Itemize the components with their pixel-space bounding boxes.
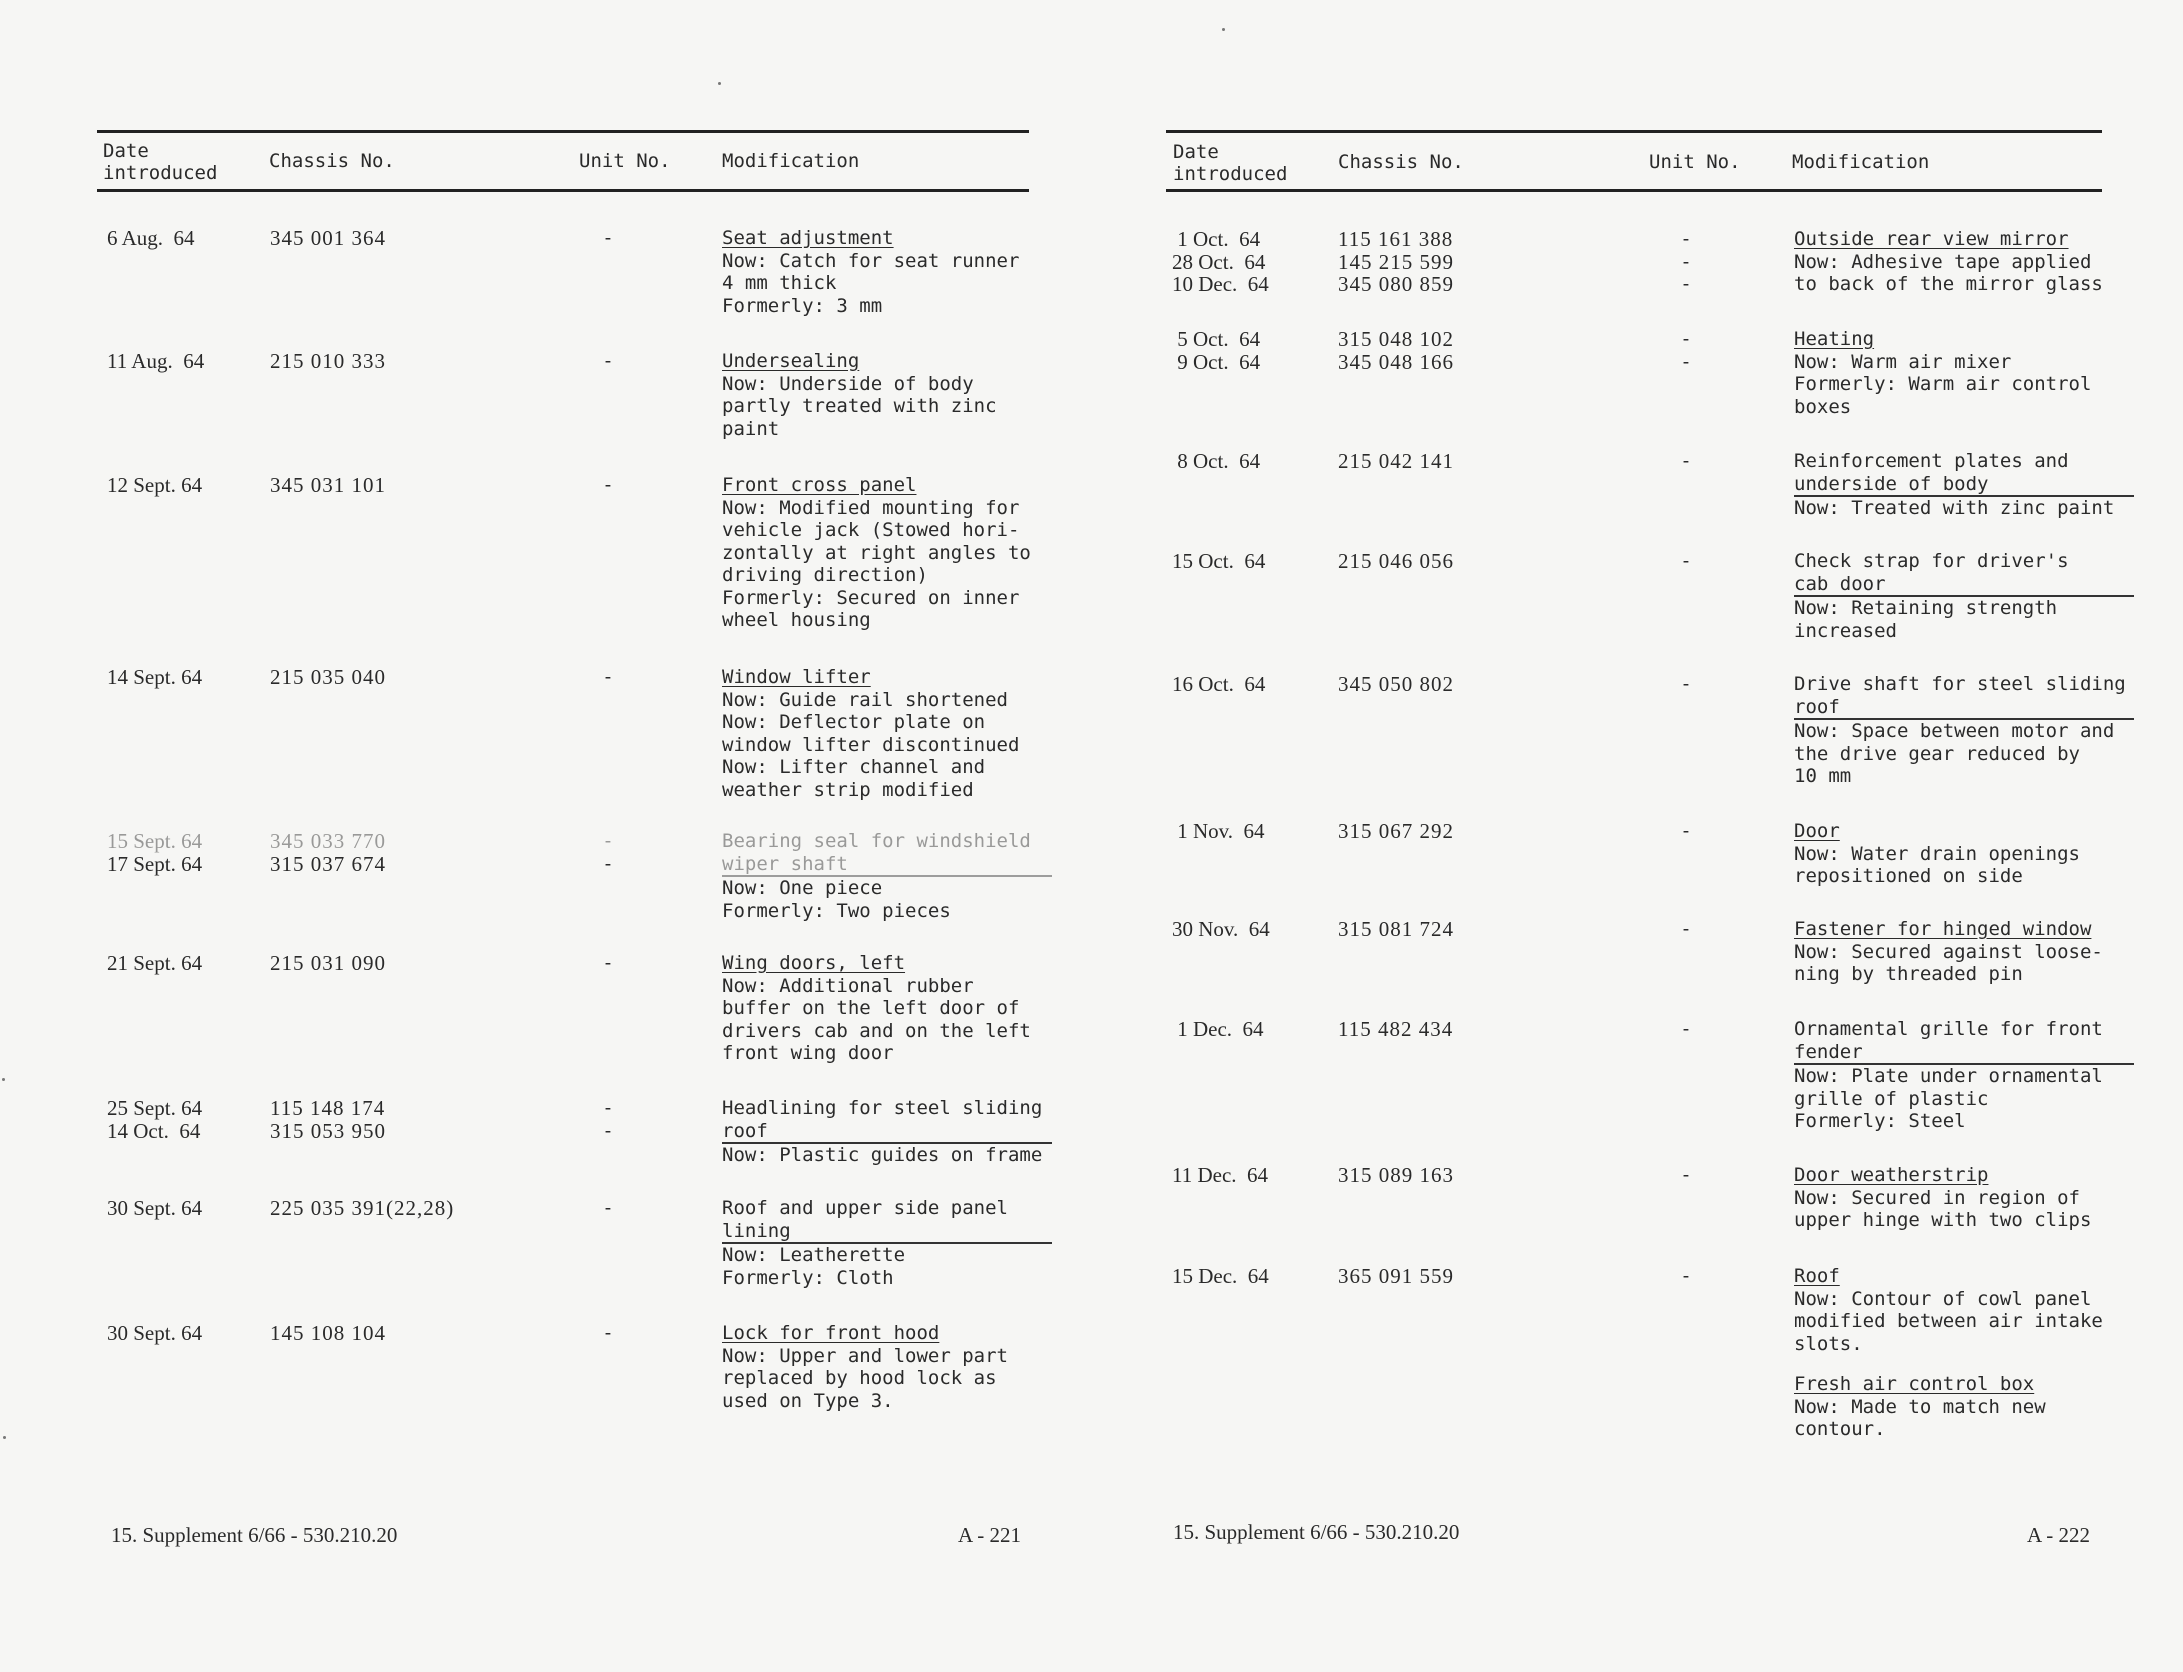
chassis-cell xyxy=(1338,918,1454,941)
page-number: A - 222 xyxy=(2027,1523,2090,1547)
date-cell xyxy=(1172,1018,1264,1041)
modification-detail: Now: One piece xyxy=(722,877,883,899)
modification-detail: Formerly: 3 mm xyxy=(722,294,883,317)
unit-number: - xyxy=(602,474,614,496)
date-cell xyxy=(1172,228,1269,296)
header-modification: Modification xyxy=(1792,151,1930,173)
unit-number: - xyxy=(1680,550,1692,572)
header-unit: Unit No. xyxy=(1649,151,1741,173)
modification-cell xyxy=(1794,1018,2134,1133)
modification-detail: Now: Water drain openings xyxy=(1794,842,2080,865)
modification-detail: Now: Warm air mixer xyxy=(1794,350,2012,373)
chassis-cell xyxy=(270,952,386,975)
modification-title: Check strap for driver's cab door xyxy=(1794,550,2134,597)
modification-title: Fastener for hinged window xyxy=(1794,918,2092,940)
modification-cell xyxy=(722,1322,1052,1412)
modification-cell xyxy=(1794,1265,2134,1441)
chassis-cell xyxy=(1338,228,1454,296)
modification-title: Fresh air control box xyxy=(1794,1373,2035,1395)
chassis-number: 345 080 859 xyxy=(1338,272,1454,296)
footer-supplement: 15. Supplement 6/66 - 530.210.20 xyxy=(1173,1520,1460,1544)
chassis-cell xyxy=(270,830,386,875)
modification-title: Seat adjustment xyxy=(722,227,894,249)
date-introduced: 5 Oct. 64 xyxy=(1172,327,1261,351)
modification-detail: replaced by hood lock as xyxy=(722,1367,997,1389)
modification-cell xyxy=(1794,820,2134,888)
modification-detail: Now: Space between motor and xyxy=(1794,720,2115,742)
date-cell xyxy=(107,830,202,875)
table-header-right xyxy=(1166,130,2102,192)
modification-detail: Now: Additional rubber xyxy=(722,974,974,997)
modification-detail: Now: Treated with zinc paint xyxy=(1794,497,2115,519)
date-introduced: 14 Sept. 64 xyxy=(107,665,203,689)
chassis-number: 345 033 770 xyxy=(270,829,386,853)
date-introduced: 11 Aug. 64 xyxy=(107,349,205,373)
modification-detail: Now: Guide rail shortened xyxy=(722,688,1008,711)
modification-title: Reinforcement plates and underside of body xyxy=(1794,450,2134,497)
modification-cell xyxy=(1794,673,2134,788)
table-header-left xyxy=(97,130,1029,192)
unit-number: - xyxy=(1680,228,1692,250)
modification-detail: weather strip modified xyxy=(722,778,974,801)
modification-detail: 4 mm thick xyxy=(722,272,837,294)
unit-cell xyxy=(1676,450,1696,473)
date-cell xyxy=(107,1097,202,1142)
modification-detail: Now: Plate under ornamental xyxy=(1794,1065,2103,1087)
modification-detail: Now: Lifter channel and xyxy=(722,756,986,778)
modification-detail: driving direction) xyxy=(722,564,928,586)
modification-cell xyxy=(722,474,1052,632)
modification-detail: Now: Underside of body xyxy=(722,372,974,395)
date-cell xyxy=(107,350,204,373)
modification-detail: Now: Deflector plate on xyxy=(722,711,986,733)
date-introduced: 1 Oct. 64 xyxy=(1172,227,1261,251)
modification-title: Wing doors, left xyxy=(722,952,906,974)
modification-detail: slots. xyxy=(1794,1332,1863,1355)
modification-detail: front wing door xyxy=(722,1042,894,1064)
modification-cell xyxy=(722,1197,1052,1289)
unit-number: - xyxy=(1680,328,1692,350)
unit-number: - xyxy=(1680,450,1692,472)
chassis-number: 215 046 056 xyxy=(1338,549,1454,573)
chassis-number: 215 035 040 xyxy=(270,665,386,689)
date-introduced: 15 Dec. 64 xyxy=(1172,1264,1269,1288)
chassis-number: 115 161 388 xyxy=(1338,227,1454,251)
unit-number: - xyxy=(602,350,614,372)
modification-cell xyxy=(722,350,1052,440)
modification-cell xyxy=(722,830,1052,922)
footer-supplement: 15. Supplement 6/66 - 530.210.20 xyxy=(111,1523,398,1547)
chassis-number: 215 031 090 xyxy=(270,951,386,975)
modification-detail: grille of plastic xyxy=(1794,1087,1989,1110)
chassis-cell xyxy=(1338,1164,1454,1187)
unit-number: - xyxy=(602,1197,614,1219)
date-introduced: 15 Sept. 64 xyxy=(107,829,203,853)
chassis-number: 315 089 163 xyxy=(1338,1163,1454,1187)
unit-number: - xyxy=(1680,820,1692,842)
modification-cell xyxy=(722,952,1052,1065)
modification-title: Door weatherstrip xyxy=(1794,1164,1989,1186)
date-cell xyxy=(1172,550,1265,573)
date-cell xyxy=(1172,450,1260,473)
header-chassis: Chassis No. xyxy=(269,150,395,172)
modification-detail: Now: Catch for seat runner xyxy=(722,249,1020,272)
date-cell xyxy=(107,1322,202,1345)
modification-detail: ning by threaded pin xyxy=(1794,963,2023,985)
modification-detail: Now: Upper and lower part xyxy=(722,1344,1008,1367)
chassis-cell xyxy=(1338,550,1454,573)
date-introduced: 10 Dec. 64 xyxy=(1172,272,1269,296)
right-page xyxy=(1090,0,2183,1672)
date-cell xyxy=(107,666,202,689)
date-introduced: 12 Sept. 64 xyxy=(107,473,203,497)
modification-title: Outside rear view mirror xyxy=(1794,228,2069,250)
unit-number: - xyxy=(1680,918,1692,940)
modification-title: Headlining for steel sliding roof xyxy=(722,1097,1052,1144)
unit-number: - xyxy=(1680,1265,1692,1287)
chassis-cell xyxy=(270,227,386,250)
unit-number: - xyxy=(1680,250,1692,273)
header-unit: Unit No. xyxy=(579,150,671,172)
date-introduced: 1 Dec. 64 xyxy=(1172,1017,1264,1041)
unit-cell xyxy=(598,1097,618,1142)
header-date: Date introduced xyxy=(103,140,218,184)
date-cell xyxy=(107,474,202,497)
modification-title: Bearing seal for windshield wiper shaft xyxy=(722,830,1052,877)
modification-detail: window lifter discontinued xyxy=(722,733,1020,756)
modification-detail: Now: Modified mounting for xyxy=(722,496,1020,519)
chassis-number: 225 035 391(22,28) xyxy=(270,1196,455,1220)
unit-cell xyxy=(1676,673,1696,696)
unit-cell xyxy=(1676,918,1696,941)
unit-cell xyxy=(598,830,618,875)
modification-detail: zontally at right angles to xyxy=(722,541,1031,564)
scan-speck xyxy=(3,1436,6,1439)
chassis-number: 345 001 364 xyxy=(270,226,386,250)
chassis-cell xyxy=(270,1197,454,1220)
modification-title: Drive shaft for steel sliding roof xyxy=(1794,673,2134,720)
chassis-number: 215 010 333 xyxy=(270,349,386,373)
modification-title: Roof xyxy=(1794,1265,1840,1287)
unit-number: - xyxy=(602,830,614,852)
modification-detail: Now: Secured against loose- xyxy=(1794,940,2103,963)
chassis-number: 315 081 724 xyxy=(1338,917,1454,941)
date-cell xyxy=(1172,918,1270,941)
unit-cell xyxy=(1676,1018,1696,1041)
modification-detail: Now: Secured in region of xyxy=(1794,1186,2080,1209)
chassis-number: 345 031 101 xyxy=(270,473,386,497)
unit-number: - xyxy=(602,227,614,249)
chassis-cell xyxy=(270,474,386,497)
modification-detail: Formerly: Secured on inner xyxy=(722,586,1020,609)
header-modification: Modification xyxy=(722,150,860,172)
modification-detail: increased xyxy=(1794,619,1897,642)
unit-cell xyxy=(598,1322,618,1345)
unit-cell xyxy=(598,227,618,250)
unit-cell xyxy=(1676,328,1696,373)
modification-detail: Now: Retaining strength xyxy=(1794,597,2058,619)
date-introduced: 25 Sept. 64 xyxy=(107,1096,203,1120)
date-introduced: 30 Nov. 64 xyxy=(1172,917,1270,941)
unit-number: - xyxy=(1680,1164,1692,1186)
modification-cell xyxy=(1794,228,2134,296)
unit-number: - xyxy=(1680,673,1692,695)
spacer xyxy=(1794,1355,2134,1373)
chassis-cell xyxy=(1338,1265,1454,1288)
chassis-number: 315 067 292 xyxy=(1338,819,1454,843)
date-cell xyxy=(1172,1265,1269,1288)
modification-detail: Now: Contour of cowl panel xyxy=(1794,1287,2092,1310)
date-cell xyxy=(1172,673,1265,696)
scan-speck xyxy=(718,82,721,85)
unit-number: - xyxy=(1680,350,1692,373)
modification-detail: wheel housing xyxy=(722,609,871,631)
modification-detail: drivers cab and on the left xyxy=(722,1019,1031,1042)
header-chassis: Chassis No. xyxy=(1338,151,1464,173)
chassis-cell xyxy=(1338,1018,1453,1041)
modification-detail: buffer on the left door of xyxy=(722,997,1020,1019)
chassis-number: 145 215 599 xyxy=(1338,249,1454,274)
modification-title: Heating xyxy=(1794,328,1875,350)
unit-number: - xyxy=(1680,1018,1692,1040)
modification-title: Window lifter xyxy=(722,666,871,688)
unit-number: - xyxy=(602,1119,614,1142)
modification-detail: Now: Plastic guides on frame xyxy=(722,1144,1043,1166)
date-introduced: 8 Oct. 64 xyxy=(1172,449,1261,473)
modification-detail: 10 mm xyxy=(1794,765,1852,787)
date-introduced: 14 Oct. 64 xyxy=(107,1118,201,1143)
scan-speck xyxy=(1222,28,1225,31)
modification-detail: the drive gear reduced by xyxy=(1794,742,2080,765)
modification-cell xyxy=(722,227,1052,317)
chassis-number: 365 091 559 xyxy=(1338,1264,1454,1288)
modification-detail: contour. xyxy=(1794,1418,1886,1440)
unit-cell xyxy=(598,952,618,975)
modification-cell xyxy=(722,1097,1052,1167)
modification-detail: boxes xyxy=(1794,395,1852,418)
date-cell xyxy=(1172,820,1265,843)
chassis-cell xyxy=(1338,820,1454,843)
date-cell xyxy=(107,1197,202,1220)
unit-number: - xyxy=(1680,273,1692,295)
chassis-cell xyxy=(1338,673,1454,696)
modification-detail: Now: Leatherette xyxy=(722,1244,906,1266)
date-introduced: 28 Oct. 64 xyxy=(1172,249,1266,274)
date-introduced: 1 Nov. 64 xyxy=(1172,819,1265,843)
date-cell xyxy=(1172,328,1260,373)
date-introduced: 16 Oct. 64 xyxy=(1172,672,1266,696)
modification-detail: upper hinge with two clips xyxy=(1794,1209,2092,1231)
unit-cell xyxy=(598,666,618,689)
left-page xyxy=(0,0,1090,1672)
modification-detail: Formerly: Cloth xyxy=(722,1266,894,1289)
date-cell xyxy=(107,952,202,975)
unit-cell xyxy=(1676,228,1696,296)
unit-number: - xyxy=(602,952,614,974)
chassis-number: 115 482 434 xyxy=(1338,1017,1454,1041)
date-cell xyxy=(107,227,195,250)
chassis-number: 215 042 141 xyxy=(1338,449,1454,473)
modification-cell xyxy=(1794,550,2134,642)
modification-detail: Now: Adhesive tape applied xyxy=(1794,250,2092,273)
unit-number: - xyxy=(602,852,614,875)
modification-detail: partly treated with zinc xyxy=(722,395,997,417)
chassis-cell xyxy=(1338,328,1454,373)
chassis-number: 345 050 802 xyxy=(1338,672,1454,696)
date-introduced: 9 Oct. 64 xyxy=(1172,349,1261,374)
modification-cell xyxy=(1794,328,2134,418)
chassis-cell xyxy=(270,1097,386,1142)
chassis-number: 315 053 950 xyxy=(270,1118,386,1143)
modification-detail: Formerly: Steel xyxy=(1794,1110,1966,1132)
unit-number: - xyxy=(602,1322,614,1344)
modification-cell xyxy=(722,666,1052,801)
unit-cell xyxy=(1676,1265,1696,1288)
modification-detail: Formerly: Warm air control xyxy=(1794,373,2092,395)
chassis-number: 315 048 102 xyxy=(1338,327,1454,351)
date-introduced: 21 Sept. 64 xyxy=(107,951,203,975)
modification-title: Ornamental grille for front fender xyxy=(1794,1018,2134,1065)
modification-cell xyxy=(1794,1164,2134,1232)
modification-detail: vehicle jack (Stowed hori- xyxy=(722,519,1020,541)
date-introduced: 30 Sept. 64 xyxy=(107,1196,203,1220)
chassis-number: 115 148 174 xyxy=(270,1096,386,1120)
modification-title: Lock for front hood xyxy=(722,1322,940,1344)
unit-cell xyxy=(598,350,618,373)
chassis-number: 145 108 104 xyxy=(270,1321,386,1345)
unit-cell xyxy=(598,1197,618,1220)
modification-detail: Now: Made to match new xyxy=(1794,1395,2046,1418)
unit-cell xyxy=(1676,1164,1696,1187)
unit-cell xyxy=(598,474,618,497)
unit-cell xyxy=(1676,550,1696,573)
modification-cell xyxy=(1794,918,2134,986)
modification-detail: paint xyxy=(722,417,780,440)
unit-cell xyxy=(1676,820,1696,843)
chassis-cell xyxy=(270,1322,386,1345)
date-introduced: 6 Aug. 64 xyxy=(107,226,195,250)
header-date: Date introduced xyxy=(1173,141,1288,185)
chassis-cell xyxy=(1338,450,1454,473)
unit-number: - xyxy=(602,666,614,688)
modification-detail: repositioned on side xyxy=(1794,865,2023,887)
modification-detail: modified between air intake xyxy=(1794,1310,2103,1332)
chassis-number: 345 048 166 xyxy=(1338,349,1454,374)
modification-detail: Formerly: Two pieces xyxy=(722,899,951,922)
chassis-cell xyxy=(270,666,386,689)
modification-cell xyxy=(1794,450,2134,520)
modification-detail: used on Type 3. xyxy=(722,1389,894,1412)
chassis-number: 315 037 674 xyxy=(270,851,386,876)
date-introduced: 15 Oct. 64 xyxy=(1172,549,1266,573)
unit-number: - xyxy=(602,1097,614,1119)
date-introduced: 17 Sept. 64 xyxy=(107,851,203,876)
date-introduced: 30 Sept. 64 xyxy=(107,1321,203,1345)
page-number: A - 221 xyxy=(958,1523,1021,1547)
modification-title: Undersealing xyxy=(722,350,860,372)
date-cell xyxy=(1172,1164,1268,1187)
chassis-cell xyxy=(270,350,386,373)
modification-title: Door xyxy=(1794,820,1840,842)
modification-title: Roof and upper side panel lining xyxy=(722,1197,1052,1244)
modification-title: Front cross panel xyxy=(722,474,917,496)
date-introduced: 11 Dec. 64 xyxy=(1172,1163,1269,1187)
scan-speck xyxy=(2,1078,5,1081)
modification-detail: to back of the mirror glass xyxy=(1794,273,2103,295)
